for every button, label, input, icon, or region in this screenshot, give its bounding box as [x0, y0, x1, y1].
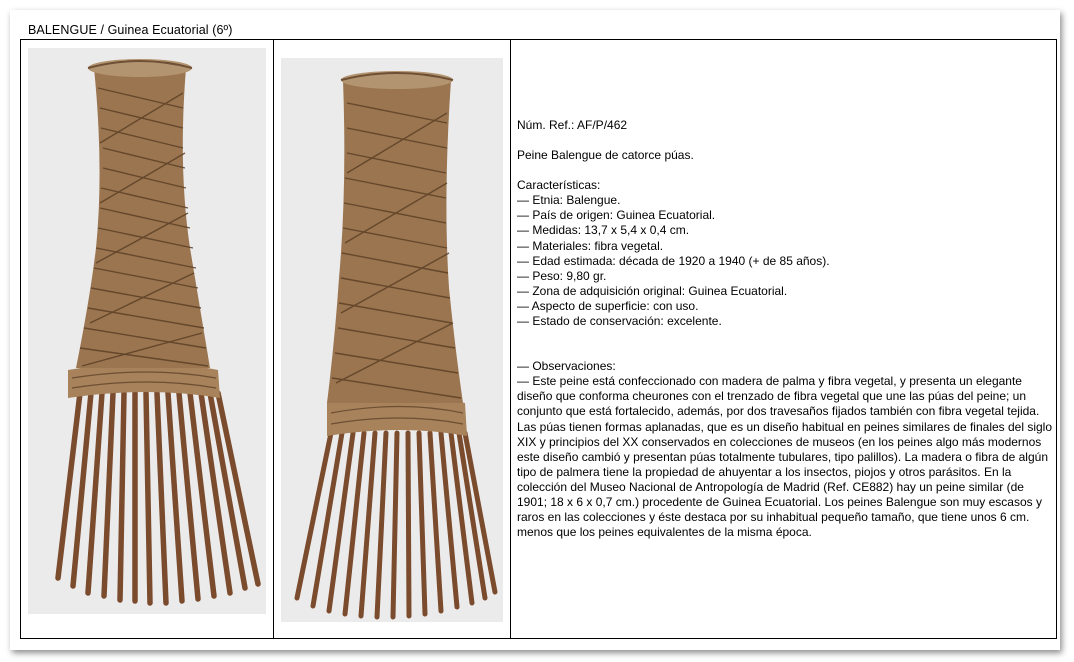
description-text	[517, 118, 1055, 540]
description-cell	[511, 40, 1056, 638]
catalog-table	[20, 39, 1057, 639]
feature-item: — Zona de adquisición original: Guinea Ecuatorial.	[517, 283, 788, 298]
page-title: BALENGUE / Guinea Ecuatorial (6º)	[28, 23, 233, 37]
feature-item: — Edad estimada: década de 1920 a 1940 (+ de 85 años).	[517, 253, 830, 268]
feature-item: — Etnia: Balengue.	[517, 193, 621, 208]
feature-item: — Estado de conservación: excelente.	[517, 314, 722, 329]
feature-item: — Materiales: fibra vegetal.	[517, 238, 664, 253]
photo-cell-front	[21, 40, 274, 638]
feature-item: — Peso: 9,80 gr.	[517, 268, 607, 283]
photo-cell-back	[273, 40, 511, 638]
feature-item: — Aspecto de superficie: con uso.	[517, 298, 699, 313]
feature-item: — País de origen: Guinea Ecuatorial.	[517, 208, 716, 223]
observations-title: — Observaciones:	[517, 359, 616, 374]
feature-item: — Medidas: 13,7 x 5,4 x 0,4 cm.	[517, 223, 690, 238]
reference-number: Núm. Ref.: AF/P/462	[517, 118, 628, 132]
features-title: Características:	[517, 178, 601, 193]
comb-photo-front	[28, 48, 266, 614]
observations-text: — Este peine está confeccionado con madera de palma y fibra vegetal, y presenta un elegante diseño que conforma cheurones con el trenzado de fibra vegetal que une las púas del peine; un conjunto que está fortalecido, además, por dos travesaños fijados también con fibra vegetal tejida. Las púas tienen formas aplanadas, que es un diseño habitual en peines similares de finales del siglo XIX y principios del XX conservados en colecciones de museos (en los peines algo más modernos este diseño cambió y presentan púas totalmente tubulares, tipo palillos). La madera o fibra de algún tipo de palmera tiene la propiedad de ahuyentar a los insectos, piojos y otros parásitos. En la colección del Museo Nacional de Antropología de Madrid (Ref. CE882) hay un peine similar (de 1901; 18 x 6 x 0,7 cm.) procedente de Guinea Ecuatorial. Los peines Balengue son muy escasos y raros en las colecciones y éste destaca por su inhabitual pequeño tamaño, que tiene unos 6 cm. menos que los peines equivalentes de la misma época.	[517, 374, 1053, 540]
comb-photo-back	[281, 58, 503, 622]
item-name: Peine Balengue de catorce púas.	[517, 148, 694, 163]
